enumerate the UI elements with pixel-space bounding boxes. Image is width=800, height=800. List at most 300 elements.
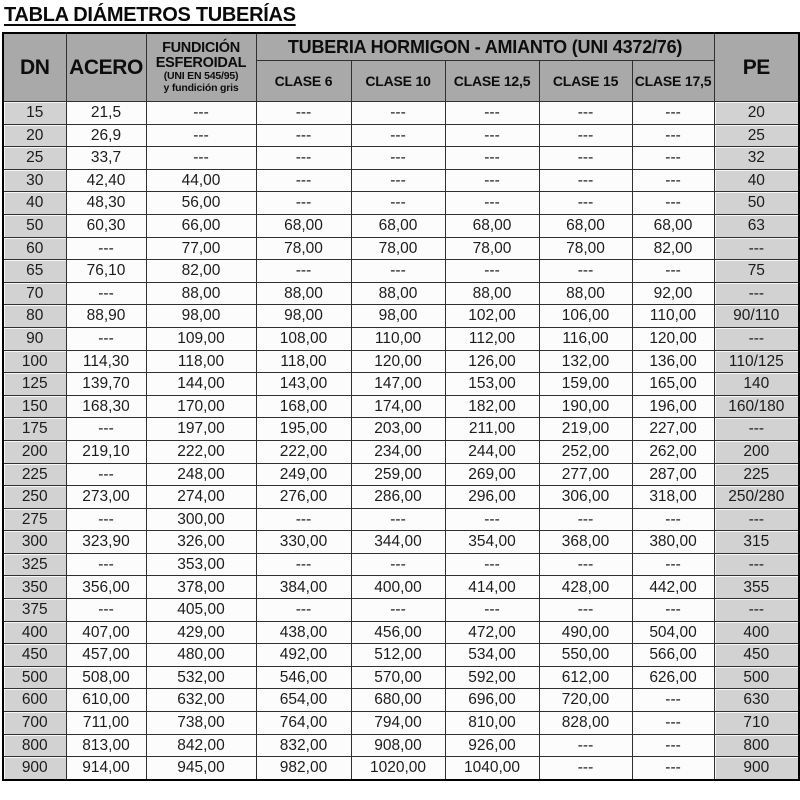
cell-fundicion: 429,00	[146, 621, 256, 644]
cell-clase-12-5: 153,00	[445, 373, 539, 396]
cell-fundicion: ---	[146, 147, 256, 170]
cell-fundicion: 480,00	[146, 644, 256, 667]
cell-acero: ---	[66, 327, 146, 350]
cell-clase-10: 344,00	[351, 531, 445, 554]
cell-dn: 700	[3, 712, 66, 735]
cell-clase-12-5: 78,00	[445, 237, 539, 260]
cell-clase-6: 276,00	[256, 486, 351, 509]
cell-clase-15: ---	[539, 553, 632, 576]
header-clase-10: CLASE 10	[351, 61, 445, 102]
table-row	[3, 373, 799, 396]
cell-acero: 508,00	[66, 666, 146, 689]
cell-dn: 125	[3, 373, 66, 396]
cell-acero: 813,00	[66, 734, 146, 757]
header-dn: DN	[3, 33, 66, 102]
cell-clase-15: ---	[539, 734, 632, 757]
cell-clase-12-5: ---	[445, 169, 539, 192]
cell-clase-10: ---	[351, 124, 445, 147]
cell-acero: 273,00	[66, 486, 146, 509]
cell-clase-12-5: ---	[445, 599, 539, 622]
header-acero: ACERO	[66, 33, 146, 102]
cell-clase-12-5: 534,00	[445, 644, 539, 667]
header-fundicion-line2: ESFEROIDAL	[155, 55, 247, 71]
cell-clase-15: ---	[539, 102, 632, 125]
table-row	[3, 757, 799, 780]
table-row	[3, 644, 799, 667]
cell-clase-12-5: 112,00	[445, 327, 539, 350]
cell-dn: 100	[3, 350, 66, 373]
cell-fundicion: 197,00	[146, 418, 256, 441]
cell-pe: 900	[714, 757, 799, 780]
cell-clase-15: ---	[539, 757, 632, 780]
cell-fundicion: 632,00	[146, 689, 256, 712]
table-row	[3, 553, 799, 576]
cell-acero: 219,10	[66, 440, 146, 463]
cell-dn: 65	[3, 260, 66, 283]
cell-acero: 114,30	[66, 350, 146, 373]
cell-clase-17-5: ---	[632, 508, 714, 531]
cell-dn: 70	[3, 282, 66, 305]
cell-clase-6: ---	[256, 553, 351, 576]
cell-fundicion: 118,00	[146, 350, 256, 373]
cell-dn: 375	[3, 599, 66, 622]
cell-pe: ---	[714, 508, 799, 531]
cell-pe: 32	[714, 147, 799, 170]
cell-clase-17-5: 68,00	[632, 214, 714, 237]
cell-clase-10: ---	[351, 508, 445, 531]
cell-fundicion: 738,00	[146, 712, 256, 735]
cell-clase-12-5: ---	[445, 102, 539, 125]
cell-pe: 75	[714, 260, 799, 283]
cell-clase-15: 68,00	[539, 214, 632, 237]
cell-pe: 630	[714, 689, 799, 712]
header-clase-12-5: CLASE 12,5	[445, 61, 539, 102]
cell-clase-12-5: 926,00	[445, 734, 539, 757]
header-fundicion-line4: y fundición gris	[163, 81, 239, 94]
cell-clase-17-5: 227,00	[632, 418, 714, 441]
cell-pe: 140	[714, 373, 799, 396]
cell-clase-6: 118,00	[256, 350, 351, 373]
cell-clase-10: 680,00	[351, 689, 445, 712]
cell-fundicion: 274,00	[146, 486, 256, 509]
cell-clase-6: 168,00	[256, 395, 351, 418]
cell-clase-12-5: ---	[445, 124, 539, 147]
cell-clase-17-5: 442,00	[632, 576, 714, 599]
cell-pe: 400	[714, 621, 799, 644]
table-row	[3, 418, 799, 441]
cell-clase-10: 120,00	[351, 350, 445, 373]
header-fundicion-line3: (UNI EN 545/95)	[163, 70, 239, 82]
cell-fundicion: 378,00	[146, 576, 256, 599]
cell-clase-10: 456,00	[351, 621, 445, 644]
cell-clase-17-5: ---	[632, 102, 714, 125]
cell-fundicion: 945,00	[146, 757, 256, 780]
cell-clase-10: ---	[351, 102, 445, 125]
cell-acero: ---	[66, 463, 146, 486]
cell-fundicion: 144,00	[146, 373, 256, 396]
cell-clase-10: 286,00	[351, 486, 445, 509]
cell-dn: 60	[3, 237, 66, 260]
cell-clase-17-5: 566,00	[632, 644, 714, 667]
cell-clase-17-5: ---	[632, 192, 714, 215]
cell-clase-15: 612,00	[539, 666, 632, 689]
cell-fundicion: 532,00	[146, 666, 256, 689]
cell-acero: 139,70	[66, 373, 146, 396]
cell-clase-15: ---	[539, 192, 632, 215]
cell-clase-15: 306,00	[539, 486, 632, 509]
cell-clase-15: 720,00	[539, 689, 632, 712]
cell-clase-6: 546,00	[256, 666, 351, 689]
cell-fundicion: 66,00	[146, 214, 256, 237]
cell-clase-6: 832,00	[256, 734, 351, 757]
table-row	[3, 440, 799, 463]
cell-clase-12-5: 1040,00	[445, 757, 539, 780]
cell-clase-12-5: ---	[445, 553, 539, 576]
cell-dn: 400	[3, 621, 66, 644]
cell-fundicion: 222,00	[146, 440, 256, 463]
header-clase-17-5: CLASE 17,5	[632, 61, 714, 102]
cell-pe: 450	[714, 644, 799, 667]
cell-clase-17-5: ---	[632, 147, 714, 170]
cell-clase-6: 330,00	[256, 531, 351, 554]
cell-acero: 914,00	[66, 757, 146, 780]
cell-pe: 160/180	[714, 395, 799, 418]
cell-fundicion: 88,00	[146, 282, 256, 305]
cell-pe: 315	[714, 531, 799, 554]
cell-pe: 40	[714, 169, 799, 192]
cell-pe: ---	[714, 553, 799, 576]
table-row	[3, 395, 799, 418]
cell-clase-10: ---	[351, 599, 445, 622]
cell-fundicion: 326,00	[146, 531, 256, 554]
table-row	[3, 169, 799, 192]
cell-clase-15: 219,00	[539, 418, 632, 441]
cell-pe: 90/110	[714, 305, 799, 328]
cell-clase-6: 68,00	[256, 214, 351, 237]
cell-dn: 800	[3, 734, 66, 757]
cell-clase-17-5: ---	[632, 689, 714, 712]
cell-clase-10: 908,00	[351, 734, 445, 757]
cell-pe: 710	[714, 712, 799, 735]
cell-clase-10: 174,00	[351, 395, 445, 418]
cell-clase-15: 88,00	[539, 282, 632, 305]
table-row	[3, 350, 799, 373]
cell-clase-10: 234,00	[351, 440, 445, 463]
cell-dn: 90	[3, 327, 66, 350]
cell-pe: ---	[714, 282, 799, 305]
cell-dn: 40	[3, 192, 66, 215]
header-fundicion	[146, 33, 256, 102]
table-row	[3, 237, 799, 260]
cell-clase-15: 490,00	[539, 621, 632, 644]
cell-clase-15: ---	[539, 169, 632, 192]
table-row	[3, 305, 799, 328]
cell-fundicion: 56,00	[146, 192, 256, 215]
cell-clase-6: ---	[256, 102, 351, 125]
cell-clase-17-5: 82,00	[632, 237, 714, 260]
cell-clase-12-5: 296,00	[445, 486, 539, 509]
cell-dn: 20	[3, 124, 66, 147]
table-row	[3, 508, 799, 531]
table-row	[3, 599, 799, 622]
table-row	[3, 282, 799, 305]
cell-clase-6: 222,00	[256, 440, 351, 463]
header-clase-6: CLASE 6	[256, 61, 351, 102]
cell-clase-17-5: 92,00	[632, 282, 714, 305]
cell-acero: ---	[66, 508, 146, 531]
cell-clase-10: 147,00	[351, 373, 445, 396]
cell-fundicion: 77,00	[146, 237, 256, 260]
cell-pe: 500	[714, 666, 799, 689]
header-clase-15: CLASE 15	[539, 61, 632, 102]
cell-pe: 200	[714, 440, 799, 463]
cell-dn: 175	[3, 418, 66, 441]
cell-dn: 450	[3, 644, 66, 667]
cell-dn: 500	[3, 666, 66, 689]
cell-clase-17-5: 504,00	[632, 621, 714, 644]
cell-acero: 76,10	[66, 260, 146, 283]
cell-acero: ---	[66, 599, 146, 622]
cell-dn: 25	[3, 147, 66, 170]
cell-dn: 250	[3, 486, 66, 509]
cell-dn: 200	[3, 440, 66, 463]
cell-clase-6: 764,00	[256, 712, 351, 735]
table-row	[3, 192, 799, 215]
cell-clase-15: ---	[539, 147, 632, 170]
cell-clase-12-5: 88,00	[445, 282, 539, 305]
cell-clase-10: 203,00	[351, 418, 445, 441]
cell-clase-6: 384,00	[256, 576, 351, 599]
cell-clase-15: ---	[539, 599, 632, 622]
cell-pe: ---	[714, 237, 799, 260]
cell-clase-12-5: 244,00	[445, 440, 539, 463]
cell-fundicion: 44,00	[146, 169, 256, 192]
cell-clase-17-5: 626,00	[632, 666, 714, 689]
cell-pe: 50	[714, 192, 799, 215]
table-row	[3, 102, 799, 125]
cell-acero: 88,90	[66, 305, 146, 328]
cell-clase-6: ---	[256, 169, 351, 192]
cell-pe: ---	[714, 418, 799, 441]
cell-acero: 356,00	[66, 576, 146, 599]
cell-acero: 711,00	[66, 712, 146, 735]
table-row	[3, 621, 799, 644]
table-row	[3, 327, 799, 350]
cell-acero: ---	[66, 282, 146, 305]
header-pe: PE	[714, 33, 799, 102]
cell-acero: ---	[66, 418, 146, 441]
cell-clase-6: 982,00	[256, 757, 351, 780]
cell-fundicion: 248,00	[146, 463, 256, 486]
cell-clase-10: ---	[351, 147, 445, 170]
cell-clase-12-5: 269,00	[445, 463, 539, 486]
cell-clase-10: 78,00	[351, 237, 445, 260]
cell-clase-15: 828,00	[539, 712, 632, 735]
cell-clase-6: ---	[256, 147, 351, 170]
cell-fundicion: 842,00	[146, 734, 256, 757]
cell-clase-10: ---	[351, 553, 445, 576]
cell-fundicion: 170,00	[146, 395, 256, 418]
cell-clase-15: 368,00	[539, 531, 632, 554]
cell-clase-10: ---	[351, 169, 445, 192]
cell-clase-17-5: ---	[632, 599, 714, 622]
cell-pe: ---	[714, 327, 799, 350]
cell-clase-12-5: 182,00	[445, 395, 539, 418]
cell-clase-17-5: 287,00	[632, 463, 714, 486]
cell-clase-10: 68,00	[351, 214, 445, 237]
header-fundicion-line1: FUNDICIÓN	[162, 40, 240, 56]
cell-clase-6: ---	[256, 192, 351, 215]
table-row	[3, 463, 799, 486]
table-row	[3, 576, 799, 599]
cell-clase-10: 1020,00	[351, 757, 445, 780]
cell-clase-15: ---	[539, 124, 632, 147]
page-title: TABLA DIÁMETROS TUBERÍAS	[4, 4, 296, 26]
cell-clase-17-5: ---	[632, 124, 714, 147]
cell-fundicion: 405,00	[146, 599, 256, 622]
cell-clase-12-5: ---	[445, 147, 539, 170]
cell-clase-6: 249,00	[256, 463, 351, 486]
cell-acero: 407,00	[66, 621, 146, 644]
cell-clase-6: 438,00	[256, 621, 351, 644]
cell-clase-17-5: ---	[632, 169, 714, 192]
cell-pe: 110/125	[714, 350, 799, 373]
cell-clase-12-5: 68,00	[445, 214, 539, 237]
cell-clase-6: ---	[256, 508, 351, 531]
table-row	[3, 531, 799, 554]
cell-clase-15: ---	[539, 260, 632, 283]
cell-acero: 26,9	[66, 124, 146, 147]
header-row-top	[3, 33, 799, 61]
cell-dn: 50	[3, 214, 66, 237]
cell-clase-17-5: ---	[632, 260, 714, 283]
cell-clase-15: 428,00	[539, 576, 632, 599]
cell-dn: 300	[3, 531, 66, 554]
cell-acero: 33,7	[66, 147, 146, 170]
cell-fundicion: 353,00	[146, 553, 256, 576]
cell-clase-17-5: 196,00	[632, 395, 714, 418]
table-row	[3, 147, 799, 170]
pipe-diameters-table	[2, 32, 800, 781]
cell-fundicion: 98,00	[146, 305, 256, 328]
cell-clase-12-5: ---	[445, 508, 539, 531]
table-row	[3, 712, 799, 735]
cell-pe: ---	[714, 599, 799, 622]
cell-acero: 168,30	[66, 395, 146, 418]
cell-clase-10: ---	[351, 192, 445, 215]
cell-clase-15: 116,00	[539, 327, 632, 350]
cell-dn: 350	[3, 576, 66, 599]
cell-clase-12-5: 126,00	[445, 350, 539, 373]
cell-clase-17-5: 380,00	[632, 531, 714, 554]
cell-clase-15: 132,00	[539, 350, 632, 373]
cell-clase-6: 98,00	[256, 305, 351, 328]
cell-pe: 800	[714, 734, 799, 757]
cell-clase-15: 106,00	[539, 305, 632, 328]
cell-dn: 80	[3, 305, 66, 328]
cell-fundicion: 300,00	[146, 508, 256, 531]
cell-clase-10: 570,00	[351, 666, 445, 689]
cell-clase-12-5: ---	[445, 260, 539, 283]
table-row	[3, 214, 799, 237]
cell-clase-15: 252,00	[539, 440, 632, 463]
table-row	[3, 486, 799, 509]
cell-dn: 900	[3, 757, 66, 780]
cell-clase-6: 492,00	[256, 644, 351, 667]
table-row	[3, 260, 799, 283]
cell-clase-12-5: 592,00	[445, 666, 539, 689]
cell-clase-15: 277,00	[539, 463, 632, 486]
cell-clase-6: 78,00	[256, 237, 351, 260]
table-row	[3, 124, 799, 147]
header-hormigon-group: TUBERIA HORMIGON - AMIANTO (UNI 4372/76)	[256, 33, 714, 61]
cell-clase-6: 108,00	[256, 327, 351, 350]
cell-clase-10: 400,00	[351, 576, 445, 599]
table-row	[3, 689, 799, 712]
cell-dn: 275	[3, 508, 66, 531]
cell-clase-12-5: ---	[445, 192, 539, 215]
cell-clase-6: ---	[256, 124, 351, 147]
cell-dn: 30	[3, 169, 66, 192]
cell-pe: 250/280	[714, 486, 799, 509]
cell-dn: 600	[3, 689, 66, 712]
cell-clase-6: ---	[256, 260, 351, 283]
cell-acero: 42,40	[66, 169, 146, 192]
cell-acero: 610,00	[66, 689, 146, 712]
cell-clase-15: 190,00	[539, 395, 632, 418]
cell-dn: 150	[3, 395, 66, 418]
table-row	[3, 734, 799, 757]
cell-clase-17-5: ---	[632, 553, 714, 576]
cell-clase-15: ---	[539, 508, 632, 531]
cell-dn: 325	[3, 553, 66, 576]
cell-clase-10: 512,00	[351, 644, 445, 667]
cell-clase-17-5: 120,00	[632, 327, 714, 350]
cell-clase-17-5: ---	[632, 757, 714, 780]
cell-clase-12-5: 472,00	[445, 621, 539, 644]
cell-pe: 63	[714, 214, 799, 237]
table-header	[3, 33, 799, 102]
cell-clase-6: 195,00	[256, 418, 351, 441]
cell-clase-15: 78,00	[539, 237, 632, 260]
cell-clase-12-5: 810,00	[445, 712, 539, 735]
cell-clase-12-5: 696,00	[445, 689, 539, 712]
cell-pe: 25	[714, 124, 799, 147]
cell-acero: 48,30	[66, 192, 146, 215]
cell-clase-12-5: 354,00	[445, 531, 539, 554]
cell-clase-17-5: 110,00	[632, 305, 714, 328]
cell-clase-6: ---	[256, 599, 351, 622]
cell-fundicion: ---	[146, 102, 256, 125]
cell-fundicion: ---	[146, 124, 256, 147]
cell-acero: 323,90	[66, 531, 146, 554]
cell-clase-10: 88,00	[351, 282, 445, 305]
cell-clase-15: 159,00	[539, 373, 632, 396]
cell-acero: 21,5	[66, 102, 146, 125]
cell-clase-6: 654,00	[256, 689, 351, 712]
cell-fundicion: 82,00	[146, 260, 256, 283]
table-row	[3, 666, 799, 689]
cell-dn: 225	[3, 463, 66, 486]
cell-clase-10: 110,00	[351, 327, 445, 350]
cell-fundicion: 109,00	[146, 327, 256, 350]
cell-clase-17-5: ---	[632, 734, 714, 757]
cell-clase-10: ---	[351, 260, 445, 283]
cell-clase-17-5: 318,00	[632, 486, 714, 509]
cell-clase-12-5: 414,00	[445, 576, 539, 599]
cell-clase-10: 794,00	[351, 712, 445, 735]
cell-clase-10: 259,00	[351, 463, 445, 486]
